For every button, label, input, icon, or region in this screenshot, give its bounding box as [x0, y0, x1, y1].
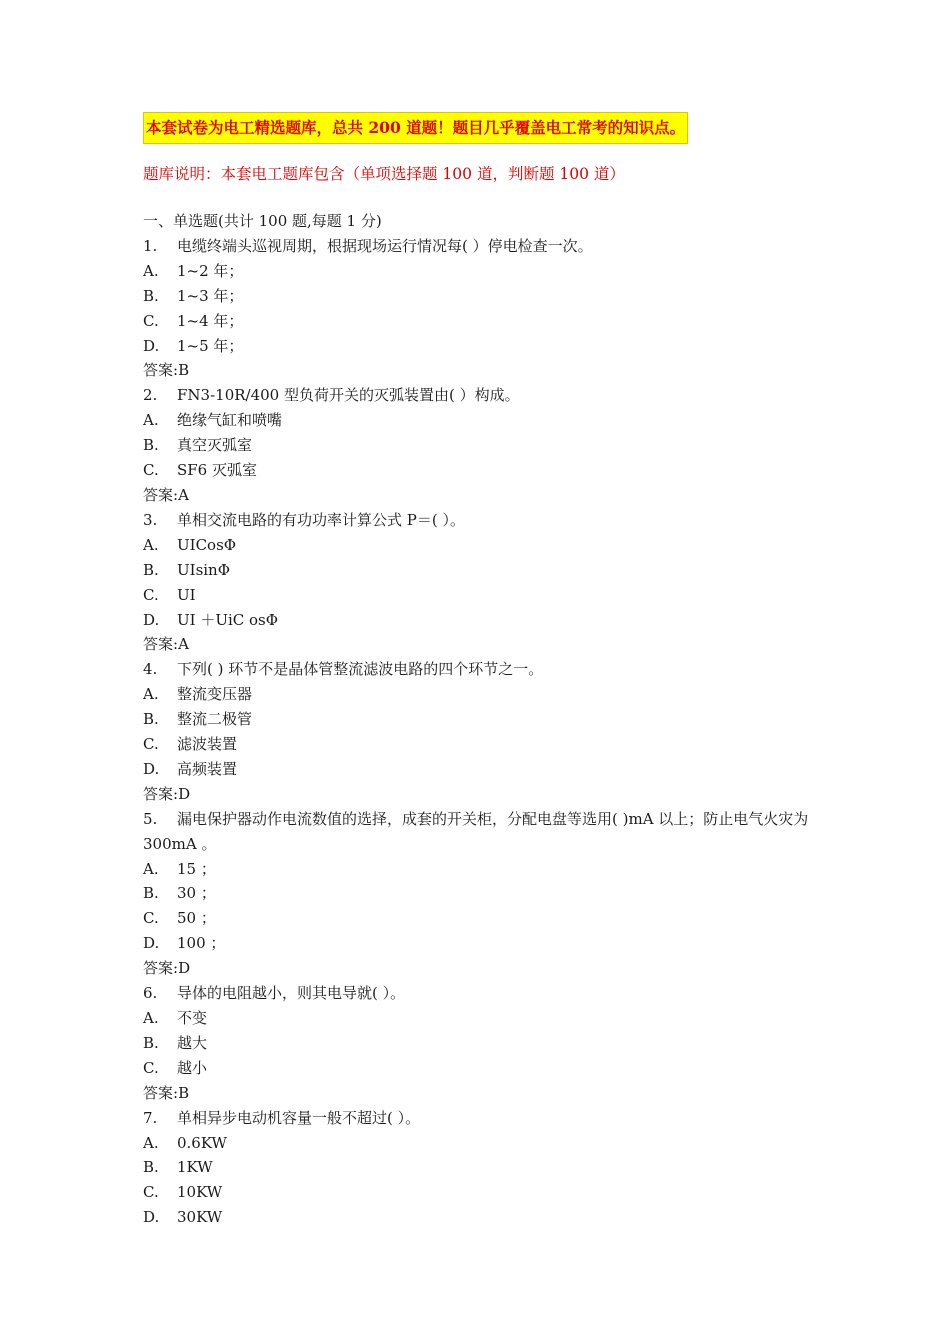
answer-line — [143, 1081, 823, 1106]
answer-line — [143, 483, 823, 508]
question-stem: 漏电保护器动作电流数值的选择，成套的开关柜，分配电盘等选用( )mA 以上；防止电气火灾为 300mA 。 — [143, 809, 809, 853]
answer-option — [143, 857, 823, 882]
option-text: 真空灭弧室 — [177, 436, 253, 455]
question-number: 6. — [143, 984, 158, 1003]
option-text: 整流二极管 — [177, 710, 253, 729]
option-text: 高频装置 — [177, 759, 238, 778]
option-text: UI — [177, 585, 196, 604]
answer-option — [143, 1155, 823, 1180]
question-stem: 电缆终端头巡视周期，根据现场运行情况每( ）停电检查一次。 — [177, 236, 593, 255]
question-text — [143, 1106, 823, 1131]
question-number: 2. — [143, 386, 158, 405]
answer-option — [143, 558, 823, 583]
option-letter: A. — [143, 1009, 159, 1027]
option-text: 30 ； — [177, 884, 216, 903]
option-text: 0.6KW — [177, 1133, 227, 1152]
option-text: 绝缘气缸和喷嘴 — [177, 411, 283, 430]
option-text: 100 ； — [177, 934, 226, 953]
question-text — [143, 508, 823, 533]
option-letter: B. — [143, 1033, 159, 1052]
answer-label: 答案: — [143, 959, 179, 978]
option-letter: A. — [143, 859, 159, 878]
answer-label: 答案: — [143, 361, 179, 380]
question-text — [143, 234, 823, 259]
option-letter: D. — [143, 610, 160, 629]
question-text — [143, 807, 823, 857]
answer-option — [143, 757, 823, 782]
option-text: UIsinΦ — [177, 560, 231, 579]
option-text: 不变 — [177, 1009, 208, 1027]
option-text: 30KW — [177, 1208, 223, 1227]
option-text: 1~4 年； — [177, 311, 244, 330]
question-text — [143, 383, 823, 408]
answer-option — [143, 533, 823, 558]
answer-option — [143, 707, 823, 732]
bank-description: 题库说明：本套电工题库包含（单项选择题 100 道，判断题 100 道） — [143, 165, 625, 183]
question-text — [143, 657, 823, 682]
question-number: 1. — [143, 236, 158, 255]
document-page — [143, 112, 823, 1230]
answer-option — [143, 608, 823, 633]
answer-option — [143, 881, 823, 906]
answer-line — [143, 782, 823, 807]
option-letter: A. — [143, 261, 159, 280]
answer-option — [143, 1205, 823, 1230]
answer-option — [143, 931, 823, 956]
option-text: 1KW — [177, 1158, 213, 1177]
answer-label: 答案: — [143, 485, 179, 504]
option-letter: B. — [143, 710, 159, 729]
answer-option — [143, 732, 823, 757]
question-stem: 单相交流电路的有功功率计算公式 P＝( ）。 — [177, 510, 465, 529]
answer-line — [143, 358, 823, 383]
question-stem: 下列( ) 环节不是晶体管整流滤波电路的四个环节之一。 — [177, 660, 544, 679]
answer-option — [143, 1056, 823, 1081]
option-letter: C. — [143, 1058, 159, 1077]
question-item — [143, 508, 823, 657]
answer-option — [143, 408, 823, 433]
section-title: 一、单选题(共计 100 题,每题 1 分) — [143, 212, 382, 230]
option-text: SF6 灭弧室 — [177, 461, 257, 480]
question-number: 4. — [143, 660, 158, 679]
option-text: 1~2 年； — [177, 261, 244, 280]
answer-value: D — [178, 959, 191, 978]
answer-option — [143, 1031, 823, 1056]
answer-option — [143, 906, 823, 931]
option-text: 整流变压器 — [177, 685, 253, 704]
question-text — [143, 981, 823, 1006]
option-letter: D. — [143, 759, 160, 778]
option-letter: D. — [143, 1208, 160, 1227]
answer-label: 答案: — [143, 1083, 179, 1102]
question-number: 3. — [143, 510, 158, 529]
answer-option — [143, 583, 823, 608]
question-stem: 导体的电阻越小，则其电导就( ）。 — [177, 984, 406, 1003]
question-item — [143, 1106, 823, 1231]
answer-label: 答案: — [143, 635, 179, 654]
option-letter: C. — [143, 311, 159, 330]
question-stem: 单相异步电动机容量一般不超过( ）。 — [177, 1108, 421, 1127]
answer-option — [143, 1131, 823, 1156]
option-text: 滤波装置 — [177, 735, 238, 754]
answer-label: 答案: — [143, 784, 179, 803]
question-item — [143, 981, 823, 1106]
question-stem: FN3-10R/400 型负荷开关的灭弧装置由( ）构成。 — [177, 386, 520, 405]
option-text: 越小 — [177, 1058, 208, 1077]
option-letter: D. — [143, 336, 160, 355]
option-letter: C. — [143, 735, 159, 754]
answer-value: D — [178, 784, 191, 803]
answer-option — [143, 1180, 823, 1205]
answer-option — [143, 334, 823, 359]
option-letter: A. — [143, 535, 159, 554]
option-letter: C. — [143, 461, 159, 480]
answer-option — [143, 284, 823, 309]
option-text: UI ＋UiC osΦ — [177, 610, 279, 629]
option-letter: A. — [143, 411, 159, 430]
highlight-banner: 本套试卷为电工精选题库，总共 200 道题！题目几乎覆盖电工常考的知识点。 — [143, 112, 688, 144]
option-letter: C. — [143, 909, 159, 928]
question-item — [143, 383, 823, 508]
answer-option — [143, 259, 823, 284]
answer-line — [143, 632, 823, 657]
option-text: UICosΦ — [177, 535, 237, 554]
answer-line — [143, 956, 823, 981]
option-letter: A. — [143, 1133, 159, 1152]
option-letter: B. — [143, 436, 159, 455]
option-text: 50 ； — [177, 909, 216, 928]
option-text: 1~3 年； — [177, 286, 244, 305]
option-letter: B. — [143, 884, 159, 903]
question-number: 5. — [143, 809, 158, 828]
question-item — [143, 807, 823, 981]
question-list — [143, 234, 823, 1230]
option-letter: B. — [143, 1158, 159, 1177]
question-item — [143, 657, 823, 806]
answer-option — [143, 458, 823, 483]
question-item — [143, 234, 823, 383]
answer-option — [143, 682, 823, 707]
option-letter: B. — [143, 286, 159, 305]
option-letter: C. — [143, 1183, 159, 1202]
answer-value: B — [178, 1083, 190, 1102]
answer-option — [143, 1006, 823, 1031]
option-letter: A. — [143, 685, 159, 704]
option-letter: D. — [143, 934, 160, 953]
answer-value: A — [178, 485, 189, 504]
answer-value: B — [178, 361, 190, 380]
option-letter: B. — [143, 560, 159, 579]
answer-option — [143, 433, 823, 458]
option-text: 10KW — [177, 1183, 223, 1202]
option-text: 越大 — [177, 1033, 208, 1052]
answer-option — [143, 309, 823, 334]
option-text: 15 ； — [177, 859, 216, 878]
answer-value: A — [178, 635, 189, 654]
option-letter: C. — [143, 585, 159, 604]
option-text: 1~5 年； — [177, 336, 244, 355]
question-number: 7. — [143, 1108, 158, 1127]
